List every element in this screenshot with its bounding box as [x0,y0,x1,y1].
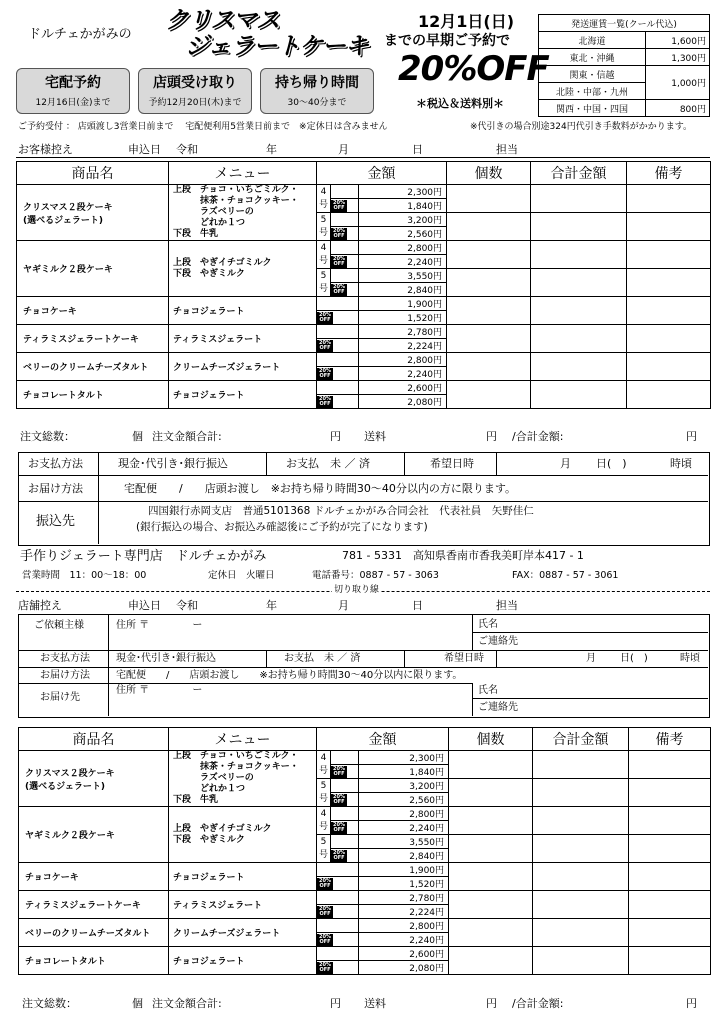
year-label: 年 [266,143,277,156]
payment-label: お支払方法 [28,457,83,470]
promo-date: 12月1日(日) [418,12,515,31]
pill-pickup: 店頭受け取り 予約12月20日(木)まで [138,68,252,114]
dest-contact[interactable]: ご連絡先 [478,702,518,713]
wish-date-label: 希望日時 [430,457,474,470]
shop-name: ドルチェかがみの [28,27,132,42]
store-copy-label: 店舗控え [18,599,62,612]
total-count-label: 注文総数： [20,430,75,443]
order-table-store: 商品名 メニュー 金額 個数 合計金額 備考 クリスマス２段ケーキ (選べるジェラート) 上段 チョコ・いちごミルク・ 抹茶・チョコクッキー・ ラズベリーの どれか１つ 下段 牛乳 4号 2,300円 20% OFF 1,840円 5号 3,200円 20% OFF 2,560円 ヤギミルク２段ケーキ 上段 やぎイチゴミルク 下段 やぎミルク 4号 2,800円 20% OFF 2,240円 5号 3,550円 20% OFF 2,840円 チョコケーキ チョコジェラート 1,900円 20% OFF 1,520円 ティラミスジェラートケーキ ティラミスジェラート 2,780円 20% OFF 2,224円 ベリーのクリームチーズタルト クリームチーズジェラート 2,800円 20% OFF 2,240円 チョコレートタルト チョコジェラート 2,600円 20% OFF 2,080円 [18,727,711,975]
pill-takeout: 持ち帰り時間 30〜40分まで [260,68,374,114]
delivery-options[interactable]: 宅配便 / 店頭お渡し ※お持ち帰り時間30〜40分以内の方に限ります。 [124,482,517,495]
title-line1: クリスマス [165,6,280,34]
delivery-label: お届け方法 [28,482,83,495]
qty-cell[interactable] [447,185,531,213]
staff-label: 担当 [496,143,518,156]
shop-full-name: 手作りジェラート専門店 ドルチェかがみ [20,549,267,564]
dest-label: お届け先 [40,692,80,703]
bank-line2: (銀行振込の場合、お振込み確認後にご予約が完了になります) [136,521,428,533]
shop-tel: 電話番号：0887 - 57 - 3063 [312,570,439,581]
title-line2: ジェラートケーキ [185,32,369,60]
shipping-table: 発送運賃一覧(クール代込) 北海道 1,600円 東北・沖縄 1,300円 関東・信越 1,000円 北陸・中部・九州 関西・中国・四国 800円 [538,14,710,117]
bank-label: 振込先 [36,514,76,529]
day-label: 日 [412,143,423,156]
dest-name[interactable]: 氏名 [478,685,498,696]
promo-line: までの早期ご予約で [384,33,510,49]
pill-delivery: 宅配予約 12月16日(金)まで [16,68,130,114]
total-amount-label: 注文金額合計: [152,430,222,443]
discount-badge: 20% OFF [331,200,347,212]
shop-address: 781 - 5331 高知県香南市香我美町岸本417 - 1 [342,549,584,562]
product-menu: 上段 チョコ・いちごミルク・ 抹茶・チョコクッキー・ ラズベリーの どれか１つ 下段 牛乳 [169,185,317,241]
promo-note: ＊税込＆送料別＊ [416,97,504,110]
dest-address[interactable]: 住所 〒 ー [116,685,203,696]
month-label: 月 [338,143,349,156]
notice-left: ご予約受付 ： 店頭渡し3営業日前まで 宅配便利用5営業日前まで ※定休日は含みません [18,122,388,132]
product-name: クリスマス２段ケーキ (選べるジェラート) [17,185,169,241]
shop-holiday: 定休日 火曜日 [208,570,275,581]
customer-copy-label: お客様控え [18,143,73,156]
shop-hours: 営業時間 11：00〜18：00 [22,570,147,581]
requester-contact[interactable]: ご連絡先 [478,636,518,647]
notice-right: ※代引きの場合別途324円代引き手数料がかかります。 [470,122,693,132]
payment-methods[interactable]: 現金･代引き･銀行振込 [118,457,228,470]
promo-discount: 20%OFF [398,49,549,89]
requester-name[interactable]: 氏名 [478,619,498,630]
cut-line-label: 切り取り線 [334,585,380,595]
requester-address[interactable]: 住所 〒 ー [116,620,203,631]
order-table-customer: 商品名 メニュー 金額 個数 合計金額 備考 クリスマス２段ケーキ (選べるジェラート) 上段 チョコ・いちごミルク・ 抹茶・チョコクッキー・ ラズベリーの どれか１つ 下段 牛乳 4号 2,300円 20% OFF 1,840円 5号 3,200円 20% OFF 2,560円 ヤギミルク２段ケーキ 上段 やぎイチゴミルク 下段 やぎミルク 4号 2,800円 20% OFF 2,240円 5号 3,550円 20% OFF 2,840円 チョコケーキ チョコジェラート 1,900円 20% OFF 1,520円 ティラミスジェラートケーキ ティラミスジェラート 2,780円 20% OFF 2,224円 ベリーのクリームチーズタルト クリームチーズジェラート 2,800円 20% OFF 2,240円 チョコレートタルト チョコジェラート 2,600円 20% OFF 2,080円 [16,161,711,409]
era-label: 令和 [176,143,198,156]
payment-status[interactable]: お支払 未 ／ 済 [286,457,370,470]
requester-label: ご依頼主様 [34,620,84,631]
bank-line1: 四国銀行赤岡支店 普通5101368 ドルチェかがみ合同会社 代表社員 矢野佳仁 [148,505,534,517]
date-label: 申込日 [128,143,161,156]
shop-fax: FAX：0887 - 57 - 3061 [512,570,619,581]
